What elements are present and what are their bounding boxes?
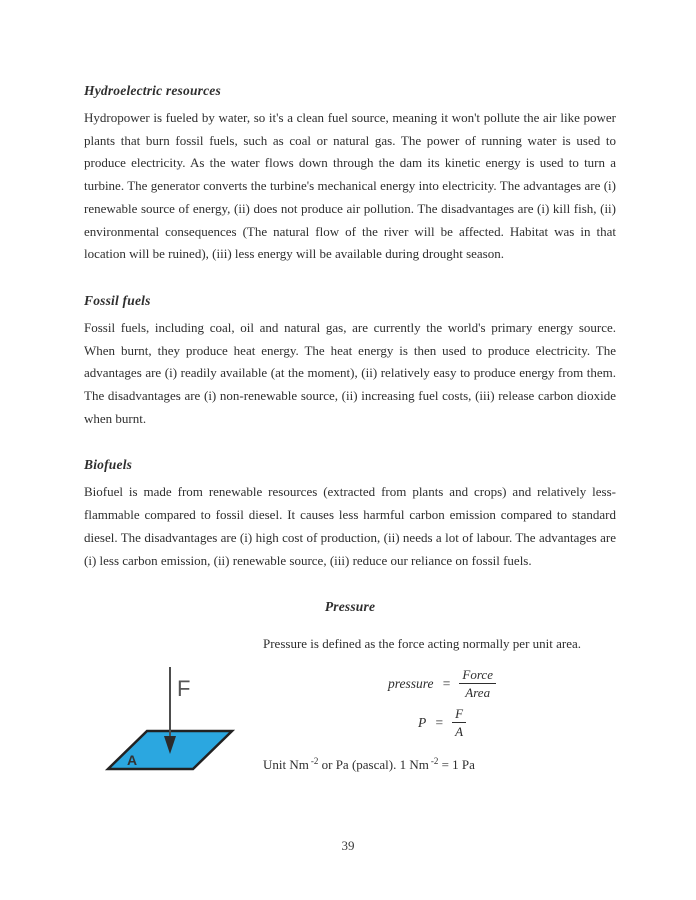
formula2-lhs: P <box>417 714 427 730</box>
page-content <box>84 82 616 781</box>
formula1-equals: = <box>441 675 452 691</box>
pressure-definition: Pressure is defined as the force acting normally per unit area. <box>263 636 582 652</box>
formula-pressure-force-area <box>342 667 542 700</box>
unit-superscript-1: -2 <box>310 755 319 766</box>
pressure-figure <box>84 663 616 781</box>
formula2-numerator: F <box>452 706 466 723</box>
formula-p-f-a <box>342 706 542 739</box>
force-label: F <box>177 676 191 702</box>
area-label: A <box>127 752 138 769</box>
pressure-heading: Pressure <box>324 599 376 615</box>
formula2-equals: = <box>434 714 444 730</box>
fossil-fuels-paragraph: Fossil fuels, including coal, oil and natural gas, are currently the world's primary energy source. When burnt, they produce heat energy. The heat energy is then used to produce electricity. The advantages are (i) readily available (at the moment), (ii) relatively easy to produce energy from them. The disadvantages are (i) non-renewable source, (ii) increasing fuel costs, (iii) release carbon dioxide when burnt. <box>84 319 616 426</box>
pressure-formulas <box>342 667 542 745</box>
formula2-denominator: A <box>455 724 464 740</box>
page-number: 39 <box>341 838 355 853</box>
unit-text-3: = 1 Pa <box>438 757 475 773</box>
hydroelectric-paragraph: Hydropower is fueled by water, so it's a clean fuel source, meaning it won't pollute the air like power plants that burn fossil fuels, such as coal or natural gas. The power of running water is used to produce electricity. As the water flows down through the dam its kinetic energy is used to turn a turbine. The generator converts the turbine's mechanical energy into electricity. The advantages are (i) renewable source of energy, (ii) does not produce air pollution. The disadvantages are (i) kill fish, (ii) environmental consequences (The natural flow of the river will be affected. Habitat was in that location will be ruined), (iii) less energy will be available during drought season. <box>84 110 616 262</box>
unit-text-2: or Pa (pascal). 1 Nm <box>318 757 429 773</box>
formula1-fraction <box>459 667 496 700</box>
unit-superscript-2: -2 <box>430 755 439 766</box>
force-area-diagram <box>84 663 264 781</box>
fossil-fuels-heading: Fossil fuels <box>84 292 151 308</box>
section-fossil-fuels <box>84 292 616 431</box>
formula1-denominator: Area <box>465 685 491 701</box>
hydroelectric-heading: Hydroelectric resources <box>84 83 221 98</box>
formula1-lhs: pressure <box>388 675 434 691</box>
biofuels-paragraph: Biofuel is made from renewable resources (extracted from plants and crops) and relatively less-flammable compared to fossil diesel. It causes less harmful carbon emission compared to standard diesel. The disadvantages are (i) high cost of production, (ii) needs a lot of labour. The advantages are (i) less carbon emission, (ii) renewable source, (iii) reduce our reliance on fossil fuels. <box>84 484 616 568</box>
formula1-numerator: Force <box>459 667 496 684</box>
pressure-unit-line <box>263 757 475 773</box>
formula2-fraction <box>452 706 466 739</box>
biofuels-heading: Biofuels <box>84 457 133 473</box>
unit-text-1: Unit Nm <box>263 757 309 773</box>
section-hydroelectric <box>84 82 616 266</box>
section-biofuels <box>84 456 616 572</box>
